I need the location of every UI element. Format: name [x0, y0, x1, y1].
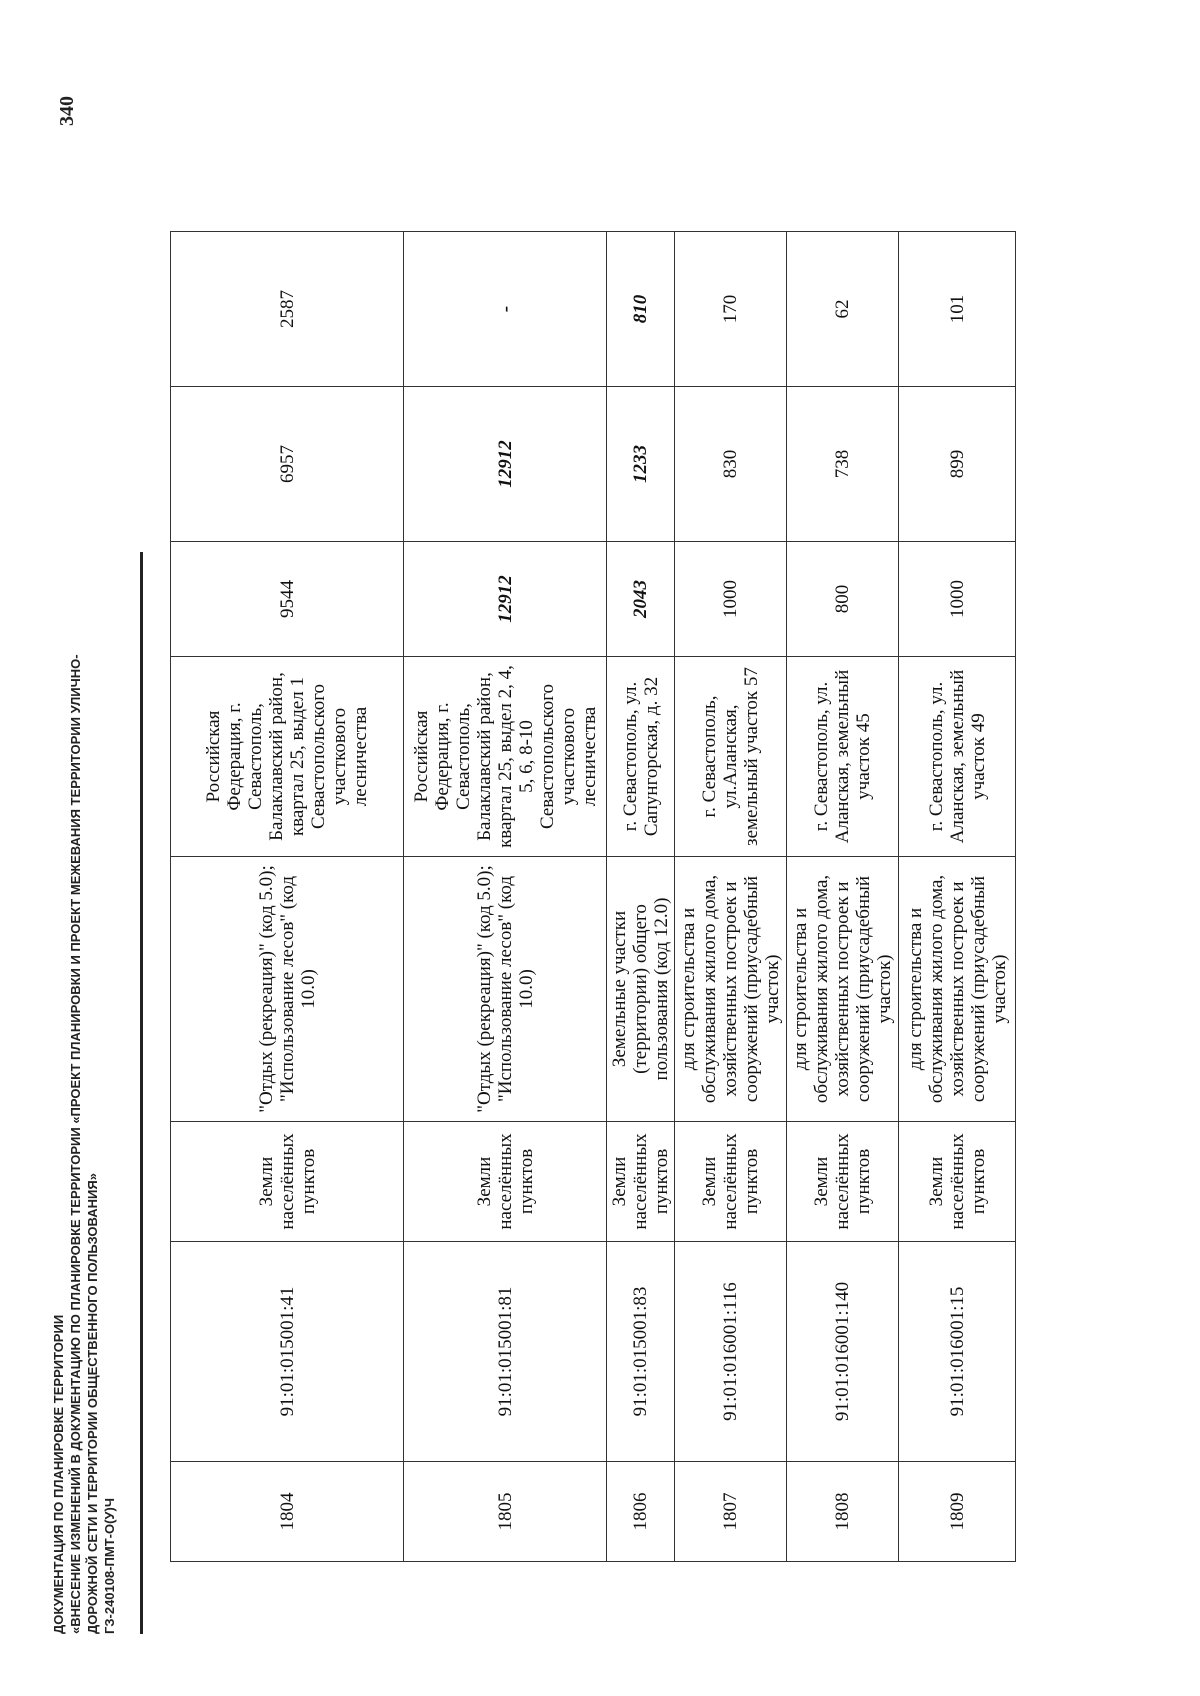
header-line-2: «ВНЕСЕНИЕ ИЗМЕНЕНИЙ В ДОКУМЕНТАЦИЮ ПО ПЛАНИРОВКЕ ТЕРРИТОРИИ «ПРОЕКТ ПЛАНИРОВКИ И ПРОЕКТ МЕЖЕВАНИЯ ТЕРРИТОРИИ УЛИЧНО- — [68, 654, 83, 1634]
table-row — [171, 232, 404, 1562]
area-third-cell: 170 — [675, 232, 787, 387]
land-category-cell: Земли населённых пунктов — [171, 1122, 404, 1242]
area-second-cell: 738 — [787, 387, 899, 542]
row-number-cell: 1805 — [404, 1462, 607, 1562]
cadastral-number-cell: 91:01:016001:116 — [675, 1242, 787, 1462]
row-number-cell: 1808 — [787, 1462, 899, 1562]
land-category-cell: Земли населённых пунктов — [404, 1122, 607, 1242]
area-second-cell: 899 — [899, 387, 1016, 542]
permitted-use-cell: "Отдых (рекреация)" (код 5.0); "Использование лесов" (код 10.0) — [171, 857, 404, 1122]
cadastral-number-cell: 91:01:016001:140 — [787, 1242, 899, 1462]
document-header — [50, 134, 118, 1634]
area-total-cell: 9544 — [171, 542, 404, 657]
header-rule — [140, 552, 143, 1634]
land-plots-table — [170, 231, 1016, 1562]
permitted-use-cell: для строительства и обслуживания жилого дома, хозяйственных построек и сооружений (приусадебный участок) — [675, 857, 787, 1122]
row-number-cell: 1809 — [899, 1462, 1016, 1562]
area-third-cell: 2587 — [171, 232, 404, 387]
plot-address-cell: г. Севастополь, ул. Аланская, земельный участок 49 — [899, 657, 1016, 857]
area-total-cell: 1000 — [675, 542, 787, 657]
land-category-cell: Земли населённых пунктов — [607, 1122, 675, 1242]
header-line-3: ДОРОЖНОЙ СЕТИ И ТЕРРИТОРИИ ОБЩЕСТВЕННОГО ПОЛЬЗОВАНИЯ» — [85, 1173, 100, 1634]
permitted-use-cell: для строительства и обслуживания жилого дома, хозяйственных построек и сооружений (приусадебный участок) — [899, 857, 1016, 1122]
area-second-cell: 12912 — [404, 387, 607, 542]
land-category-cell: Земли населённых пунктов — [899, 1122, 1016, 1242]
table-row — [675, 232, 787, 1562]
area-third-cell: 101 — [899, 232, 1016, 387]
table-row — [607, 232, 675, 1562]
area-second-cell: 830 — [675, 387, 787, 542]
table-row — [787, 232, 899, 1562]
plot-address-cell: Российская Федерация, г. Севастополь, Балаклавский район, квартал 25, выдел 1 Севастопольского участкового лесничества — [171, 657, 404, 857]
page-number: 340 — [56, 96, 78, 126]
land-category-cell: Земли населённых пунктов — [787, 1122, 899, 1242]
cadastral-number-cell: 91:01:015001:83 — [607, 1242, 675, 1462]
permitted-use-cell: "Отдых (рекреация)" (код 5.0); "Использование лесов" (код 10.0) — [404, 857, 607, 1122]
row-number-cell: 1807 — [675, 1462, 787, 1562]
area-total-cell: 12912 — [404, 542, 607, 657]
area-total-cell: 800 — [787, 542, 899, 657]
plot-address-cell: Российская Федерация, г. Севастополь, Балаклавский район, квартал 25, выдел 2, 4, 5, 6, 8-10 Севастопольского участкового лесничества — [404, 657, 607, 857]
row-number-cell: 1806 — [607, 1462, 675, 1562]
row-number-cell: 1804 — [171, 1462, 404, 1562]
table-row — [899, 232, 1016, 1562]
table-row — [404, 232, 607, 1562]
cadastral-number-cell: 91:01:016001:15 — [899, 1242, 1016, 1462]
header-line-4: ГЗ-240108-ПМТ-О(У)Ч — [102, 1498, 117, 1634]
plot-address-cell: г. Севастополь, ул. Аланская, земельный участок 45 — [787, 657, 899, 857]
permitted-use-cell: для строительства и обслуживания жилого дома, хозяйственных построек и сооружений (приусадебный участок) — [787, 857, 899, 1122]
area-total-cell: 1000 — [899, 542, 1016, 657]
plot-address-cell: г. Севастополь, ул. Сапунгорская, д. 32 — [607, 657, 675, 857]
area-second-cell: 1233 — [607, 387, 675, 542]
land-category-cell: Земли населённых пунктов — [675, 1122, 787, 1242]
cadastral-number-cell: 91:01:015001:81 — [404, 1242, 607, 1462]
area-second-cell: 6957 — [171, 387, 404, 542]
area-third-cell: 810 — [607, 232, 675, 387]
area-third-cell: 62 — [787, 232, 899, 387]
cadastral-number-cell: 91:01:015001:41 — [171, 1242, 404, 1462]
area-total-cell: 2043 — [607, 542, 675, 657]
header-line-1: ДОКУМЕНТАЦИЯ ПО ПЛАНИРОВКЕ ТЕРРИТОРИИ — [51, 1314, 66, 1634]
area-third-cell: - — [404, 232, 607, 387]
plot-address-cell: г. Севастополь, ул.Аланская, земельный участок 57 — [675, 657, 787, 857]
permitted-use-cell: Земельные участки (территории) общего пользования (код 12.0) — [607, 857, 675, 1122]
